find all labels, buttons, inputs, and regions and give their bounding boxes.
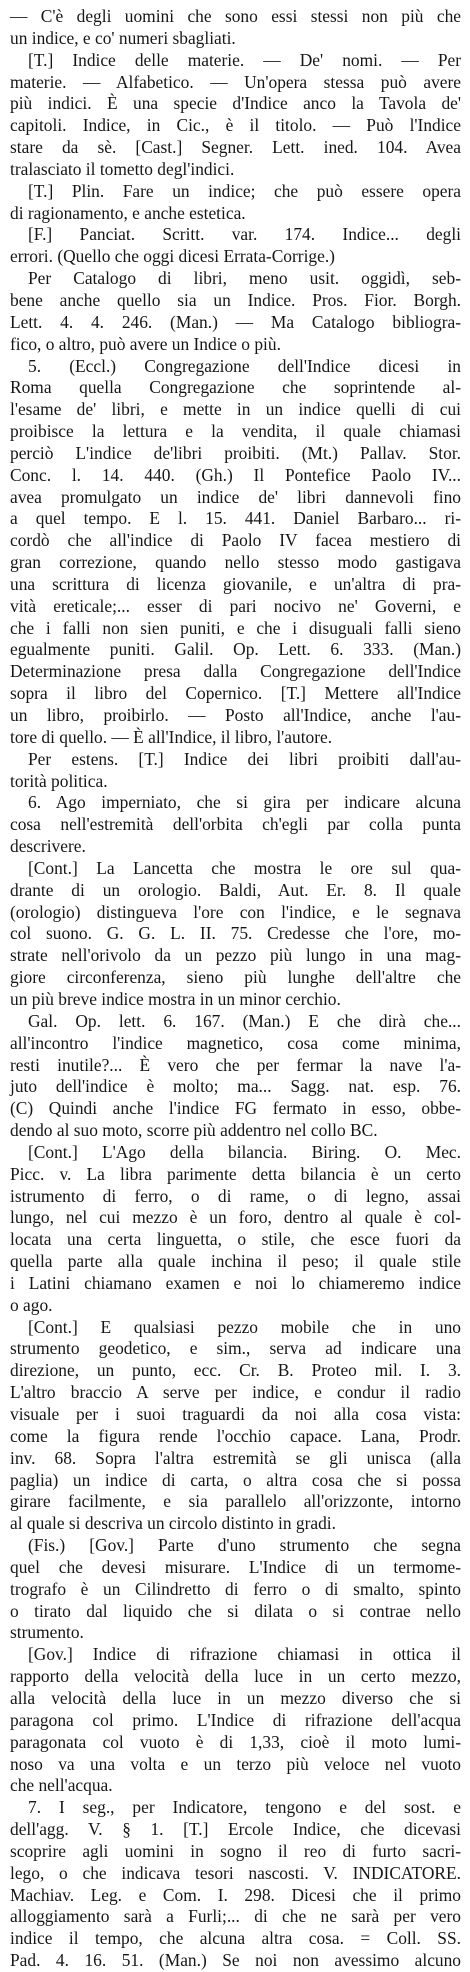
text-line: 7. I seg., per Indicatore, tengono e del sost. e [28, 1797, 461, 1818]
text-line: resti inutile?... È vero che per fermar la nave l'a- [10, 1054, 461, 1075]
text-line: Conc. l. 14. 440. (Gh.) Il Pontefice Paolo IV... [10, 464, 461, 485]
text-line: tralasciato il tometto degl'indici. [10, 158, 235, 179]
text-line: rapporto della velocità della luce in un certo mezzo, [10, 1666, 461, 1687]
text-line: visuale per i suoi traguardi da noi alla cosa vista: [10, 1404, 461, 1424]
text-line: proibisce la lettura e la vendita, il quale chiamasi [10, 421, 461, 442]
text-line: locata una certa linguetta, o stile, che esce fuori da [10, 1229, 461, 1250]
text-line: 5. (Eccl.) Congregazione dell'Indice dicesi in [28, 355, 461, 376]
text-line: a quel tempo. E l. 15. 441. Daniel Barbaro... ri- [10, 508, 461, 529]
text-line: un più breve indice mostra in un minor cerchio. [10, 988, 341, 1009]
text-line: lungo, nel cui mezzo è un foro, dentro al quale è col- [10, 1207, 461, 1228]
text-line: Determinazione presa dalla Congregazione dell'Indice [10, 661, 461, 682]
text-line: all'incontro l'indice magnetico, cosa come minima, [10, 1032, 461, 1053]
text-line: [Gov.] Indice di rifrazione chiamasi in ottica il [28, 1644, 461, 1665]
text-line: [Cont.] La Lancetta che mostra le ore sul qua- [28, 857, 461, 878]
text-line: juto dell'indice è molto; ma... Sagg. nat. esp. 76. [10, 1076, 461, 1097]
text-line: [Cont.] E qualsiasi pezzo mobile che in uno [28, 1316, 461, 1337]
text-line: [T.] Indice delle materie. — De' nomi. — Per [28, 49, 461, 70]
text-line: Per Catalogo di libri, meno usit. oggidì, seb- [28, 268, 461, 289]
text-line: quella parte alla quale inchina il peso; il quale stile [10, 1251, 461, 1272]
text-line: come la figura rende l'occhio capace. Lana, Prodr. [10, 1425, 461, 1446]
text-line: drante di un orologio. Baldi, Aut. Er. 8. Il quale [10, 879, 461, 900]
text-line: Picc. v. La libra parimente detta bilancia è un certo [10, 1163, 461, 1184]
text-line: quel che devesi misurare. L'Indice di un termome- [10, 1556, 461, 1577]
text-line: paglia) un indice di carta, o altra cosa che si possa [10, 1469, 461, 1490]
text-line: (orologio) distingueva l'ore con l'indice, e le segnava [10, 901, 461, 922]
text-line: Gal. Op. lett. 6. 167. (Man.) E che dirà che... [28, 1010, 461, 1031]
text-line: paragona col primo. L'Indice di rifrazione dell'acqua [10, 1709, 461, 1730]
text-line: [Cont.] L'Ago della bilancia. Biring. O. Mec. [28, 1141, 461, 1162]
text-line: [T.] Plin. Fare un indice; che può essere opera [28, 180, 461, 201]
text-line: bene anche quello sia un Indice. Pros. Fior. Borgh. [10, 289, 461, 310]
text-line: girare facilmente, e sia parallelo all'orizzonte, intorno [10, 1491, 461, 1512]
text-line: che i falli non sien puniti, e che i disuguali falli sieno [10, 617, 461, 638]
text-line: indice il tempo, che alcuna altra cosa. = Coll. SS. [10, 1928, 461, 1949]
text-line: giore circonferenza, sieno più lunghe dell'altre che [10, 967, 461, 988]
text-line: capitoli. Indice, in Cic., è il titolo. — Può l'Indice [10, 115, 461, 136]
text-line: dendo al suo moto, scorre più addentro nel collo BC. [10, 1120, 378, 1141]
text-line: inv. 68. Sopra l'altra estremità se gli unisca (alla [10, 1447, 461, 1468]
text-line: Roma quella Congregazione che soprintende al- [10, 377, 461, 398]
text-line: l'esame de' libri, e mette in un indice quelli di cui [10, 399, 461, 420]
text-line: i Latini chiamano examen e noi lo chiameremo indice [10, 1272, 461, 1293]
text-line: una scrittura di licenza giovanile, e un'altra di pra- [10, 573, 461, 594]
text-line: noso va una volta e un terzo più veloce nel vuoto [10, 1753, 461, 1774]
text-line: (Fis.) [Gov.] Parte d'uno strumento che segna [28, 1535, 461, 1556]
text-line: o tirato dal liquido che si dilata o si contrae nello [10, 1600, 461, 1621]
text-line: strate nell'orivolo da un pezzo più lungo in una mag- [10, 945, 461, 966]
text-line: Per estens. [T.] Indice dei libri proibiti dall'au- [28, 748, 461, 769]
text-line: di ragionamento, e anche estetica. [10, 202, 246, 223]
text-line: un libro, proibirlo. — Posto all'Indice, anche l'au- [10, 705, 461, 725]
text-line: Machiav. Leg. e Com. I. 298. Dicesi che il primo [10, 1884, 461, 1905]
text-line: (C) Quindi anche l'indice FG fermato in esso, obbe- [10, 1098, 461, 1119]
text-line: un indice, e co' numeri sbagliati. [10, 27, 236, 48]
text-line: fico, o altro, può avere un Indice o più. [10, 333, 281, 354]
text-line: torità politica. [10, 770, 108, 791]
text-line: materie. — Alfabetico. — Un'opera stessa può avere [10, 71, 461, 92]
text-line: col suono. G. G. L. II. 75. Credesse che l'ore, mo- [10, 923, 461, 944]
text-line: lego, o che indicava tesori nascosti. V. INDICATORE. [10, 1862, 461, 1883]
text-line: egualmente puniti. Galil. Op. Lett. 6. 333. (Man.) [10, 639, 461, 660]
text-line: paragonata col vuoto è di 1,33, cioè il moto lumi- [10, 1731, 461, 1752]
text-line: errori. (Quello che oggi dicesi Errata-Corrige.) [10, 246, 335, 267]
text-line: o ago. [10, 1294, 53, 1315]
text-line: scoprire agli uomini in sogno il reo di furto sacri- [10, 1840, 461, 1861]
text-line: più indici. È una specie d'Indice anco la Tavola de' [10, 93, 461, 114]
text-line: sopra il libro del Copernico. [T.] Mettere all'Indice [10, 683, 461, 704]
text-line: che nell'acqua. [10, 1775, 113, 1796]
text-line: strumento geodetico, e sim., serva ad indicare una [10, 1338, 461, 1359]
text-line: tore di quello. — È all'Indice, il libro, l'autore. [10, 726, 333, 747]
dictionary-entry-text [10, 6, 461, 1972]
text-line: stare da sè. [Cast.] Segner. Lett. ined. 104. Avea [10, 137, 461, 158]
text-line: direzione, un punto, ecc. Cr. B. Proteo mil. I. 3. [10, 1360, 461, 1381]
text-line: [F.] Panciat. Scritt. var. 174. Indice... degli [28, 224, 461, 245]
text-line: alloggiamento sarà a Furli;... di che ne sarà per vero [10, 1906, 461, 1927]
text-line: Lett. 4. 4. 246. (Man.) — Ma Catalogo bibliogra- [10, 311, 461, 332]
text-line: perciò L'indice de'libri proibiti. (Mt.) Pallav. Stor. [10, 442, 461, 463]
text-line: gran correzione, quando nello stesso modo gastigava [10, 552, 461, 573]
text-line: strumento. [10, 1622, 84, 1643]
text-line: dell'agg. V. § 1. [T.] Ercole Indice, che dicevasi [10, 1819, 461, 1840]
text-line: vità ereticale;... esser di pari nocivo ne' Governi, e [10, 595, 461, 616]
text-line: alla velocità della luce in un mezzo diverso che si [10, 1687, 461, 1708]
text-line: L'altro braccio A serve per indice, e condur il radio [10, 1382, 461, 1403]
text-line: al quale si descriva un circolo distinto in gradi. [10, 1513, 336, 1534]
text-line: cosa nell'estremità dell'orbita ch'egli par colla punta [10, 814, 461, 835]
text-line: cordò che all'indice di Paolo IV facea mestiero di [10, 530, 461, 551]
text-line: — C'è degli uomini che sono essi stessi non più che [10, 6, 461, 26]
text-line: trografo è un Cilindretto di ferro o di smalto, spinto [10, 1578, 461, 1599]
text-line: avea promulgato un indice de' libri dannevoli fino [10, 486, 461, 507]
text-line: 6. Ago imperniato, che si gira per indicare alcuna [28, 792, 461, 813]
text-line: descrivere. [10, 836, 86, 857]
text-line: istrumento di ferro, o di rame, o di legno, assai [10, 1185, 461, 1206]
text-line: Pad. 4. 16. 51. (Man.) Se noi non avessimo alcuno [10, 1950, 461, 1971]
